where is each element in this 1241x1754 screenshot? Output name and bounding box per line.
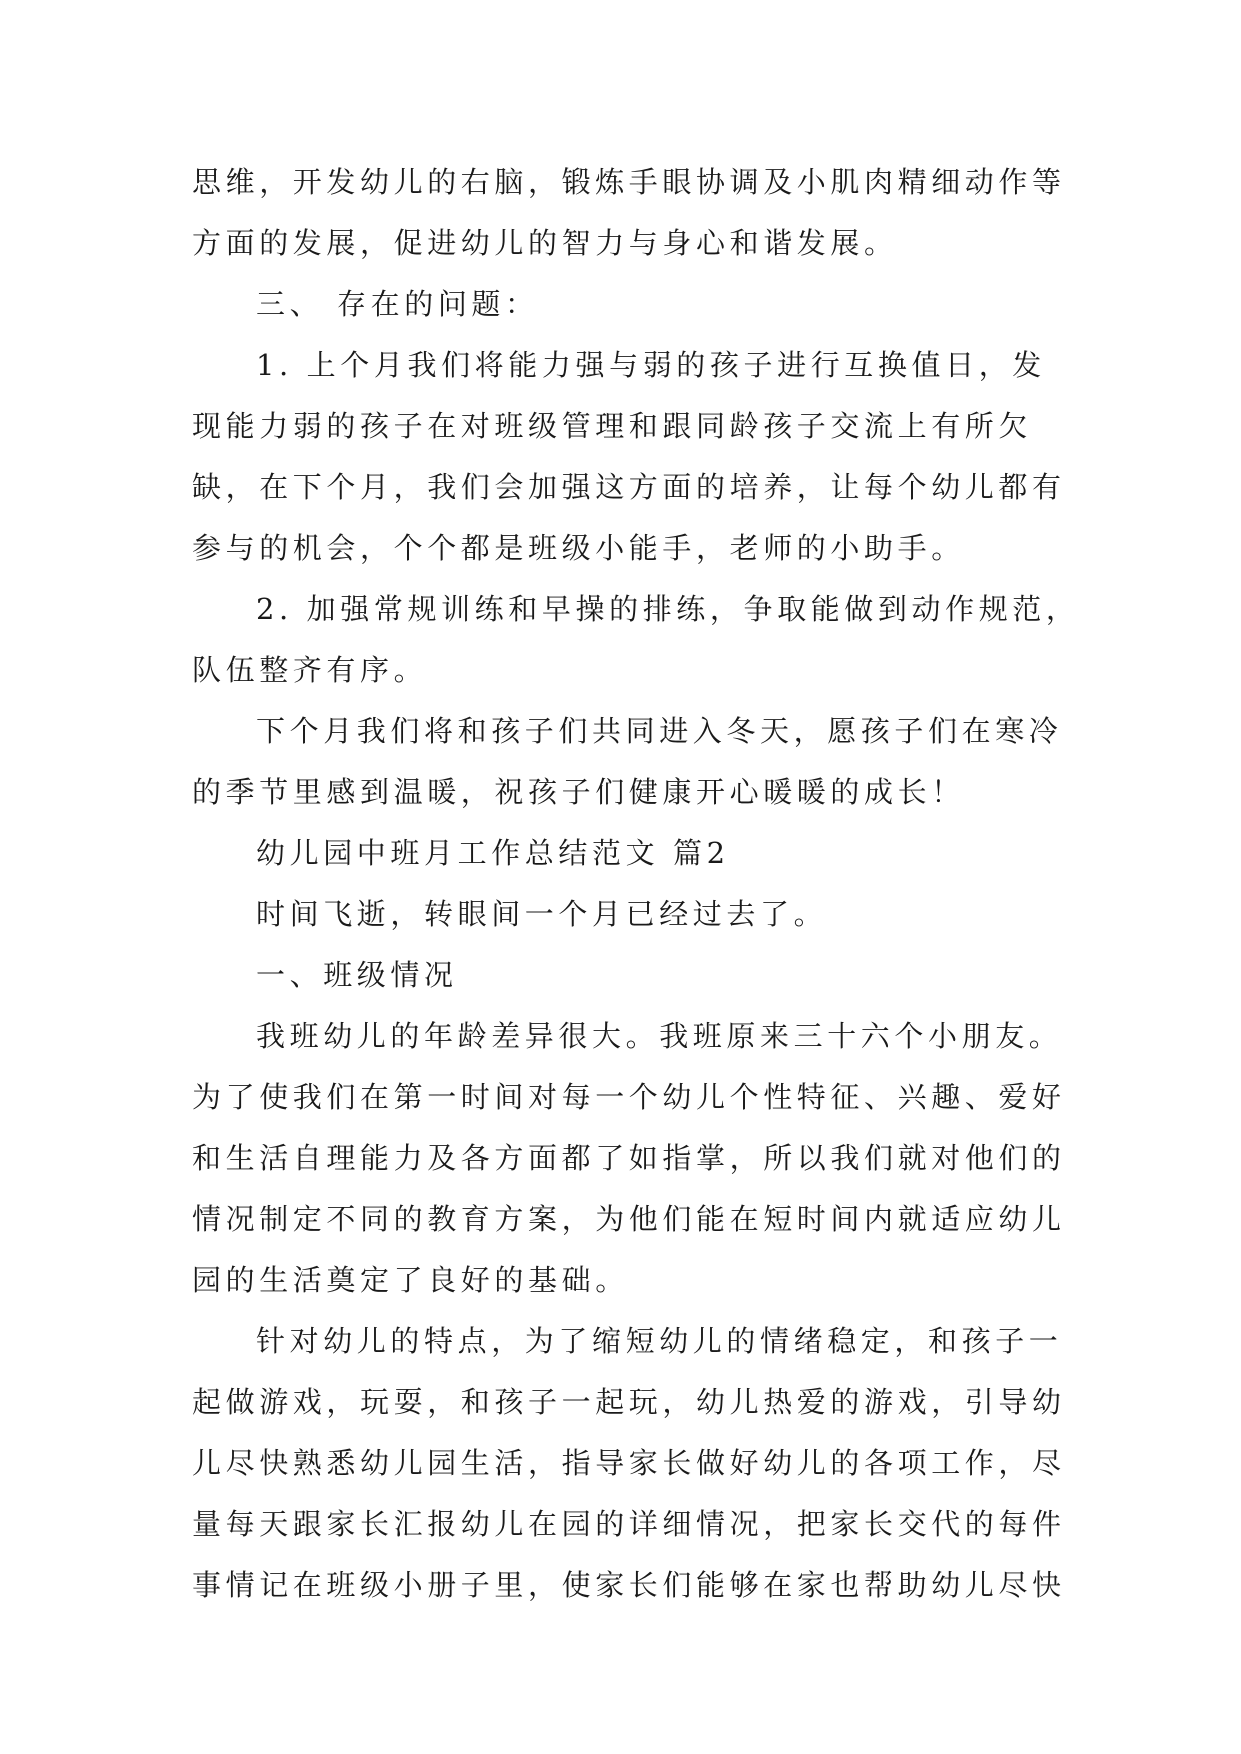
text-line: 量每天跟家长汇报幼儿在园的详细情况，把家长交代的每件 (192, 1507, 1066, 1541)
text-line: 事情记在班级小册子里，使家长们能够在家也帮助幼儿尽快 (192, 1568, 1066, 1602)
text-line: 2. 加强常规训练和早操的排练，争取能做到动作规范， (256, 592, 1080, 626)
text-line: 幼儿园中班月工作总结范文 篇2 (256, 836, 730, 870)
text-line: 时间飞逝，转眼间一个月已经过去了。 (256, 897, 828, 931)
text-line: 三、 存在的问题： (256, 287, 539, 321)
text-line: 参与的机会，个个都是班级小能手，老师的小助手。 (192, 531, 965, 565)
text-line: 缺，在下个月，我们会加强这方面的培养，让每个幼儿都有 (192, 470, 1066, 504)
text-line: 队伍整齐有序。 (192, 653, 428, 687)
text-line: 起做游戏，玩耍，和孩子一起玩，幼儿热爱的游戏，引导幼 (192, 1385, 1066, 1419)
text-line: 现能力弱的孩子在对班级管理和跟同龄孩子交流上有所欠 (192, 409, 1033, 443)
text-line: 一、班级情况 (256, 958, 458, 992)
text-line: 为了使我们在第一时间对每一个幼儿个性特征、兴趣、爱好 (192, 1080, 1066, 1114)
document-body (192, 152, 1080, 1616)
text-line: 情况制定不同的教育方案，为他们能在短时间内就适应幼儿 (192, 1202, 1066, 1236)
text-line: 方面的发展，促进幼儿的智力与身心和谐发展。 (192, 226, 898, 260)
text-line: 思维，开发幼儿的右脑，锻炼手眼协调及小肌肉精细动作等 (192, 165, 1066, 199)
text-line: 园的生活奠定了良好的基础。 (192, 1263, 629, 1297)
text-line: 和生活自理能力及各方面都了如指掌，所以我们就对他们的 (192, 1141, 1066, 1175)
text-line: 我班幼儿的年龄差异很大。我班原来三十六个小朋友。 (256, 1019, 1063, 1053)
text-line: 1. 上个月我们将能力强与弱的孩子进行互换值日，发 (256, 348, 1046, 382)
text-line: 下个月我们将和孩子们共同进入冬天，愿孩子们在寒冷 (256, 714, 1063, 748)
text-line: 儿尽快熟悉幼儿园生活，指导家长做好幼儿的各项工作，尽 (192, 1446, 1066, 1480)
text-line: 针对幼儿的特点，为了缩短幼儿的情绪稳定，和孩子一 (256, 1324, 1063, 1358)
text-line: 的季节里感到温暖，祝孩子们健康开心暖暖的成长！ (192, 775, 965, 809)
